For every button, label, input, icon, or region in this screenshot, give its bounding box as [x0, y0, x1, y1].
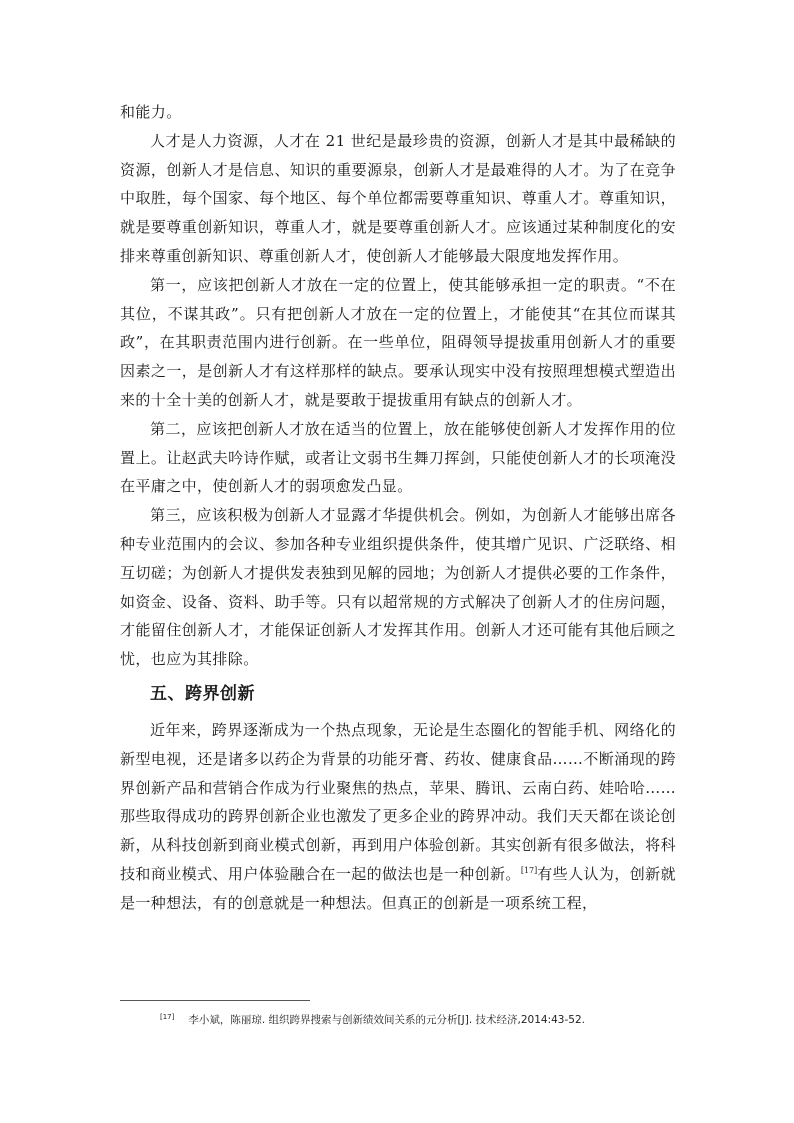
body-text	[120, 98, 676, 918]
citation-ref[interactable]: [17]	[520, 865, 538, 875]
footnote-mark: [17]	[160, 1012, 175, 1021]
footnote-text: 李小斌，陈丽琼. 组织跨界搜索与创新绩效间关系的元分析[J]. 技术经济,2014:43-52.	[188, 1014, 585, 1026]
section-heading: 五、跨界创新	[150, 683, 255, 704]
paragraph-third-point: 第三，应该积极为创新人才显露才华提供机会。例如，为创新人才能够出席各种专业范围内的会议、参加各种专业组织提供条件，使其增广见识、广泛联络、相互切磋；为创新人才提供发表独到见解的园地；为创新人才提供必要的工作条件，如资金、设备、资料、助手等。只有以超常规的方式解决了创新人才的住房问题，才能留住创新人才，才能保证创新人才发挥其作用。创新人才还可能有其他后顾之忧，也应为其排除。	[120, 506, 676, 669]
paragraph-cross-border	[120, 716, 676, 918]
paragraph-talent-resource: 人才是人力资源，人才在 21 世纪是最珍贵的资源，创新人才是其中最稀缺的资源，创新人才是信息、知识的重要源泉，创新人才是最难得的人才。为了在竞争中取胜，每个国家、每个地区、每个单位都需要尊重知识、尊重人才。尊重知识，就是要尊重创新知识，尊重人才，就是要尊重创新人才。应该通过某种制度化的安排来尊重创新知识、尊重创新人才，使创新人才能够最大限度地发挥作用。	[120, 131, 676, 265]
footnote	[160, 1011, 680, 1029]
paragraph-second-point: 第二，应该把创新人才放在适当的位置上，放在能够使创新人才发挥作用的位置上。让赵武夫吟诗作赋，或者让文弱书生舞刀挥剑，只能使创新人才的长项淹没在平庸之中，使创新人才的弱项愈发凸显。	[120, 419, 676, 496]
footnote-divider	[120, 1000, 310, 1001]
paragraph-cross-border-text: 近年来，跨界逐渐成为一个热点现象，无论是生态圈化的智能手机、网络化的新型电视，还是诸多以药企为背景的功能牙膏、药妆、健康食品……不断涌现的跨界创新产品和营销合作成为行业聚焦的热点，苹果、腾讯、云南白药、娃哈哈……那些取得成功的跨界创新企业也激发了更多企业的跨界冲动。我们天天都在谈论创新，从科技创新到商业模式创新，再到用户体验创新。其实创新有很多做法，将科技和商业模式、用户体验融合在一起的做法也是一种创新。	[120, 720, 676, 883]
paragraph-continuation: 和能力。	[120, 103, 182, 121]
paragraph-cross-border-text-cont: 有些人认为，创新就是一种想法，有的创意就是一种想法。但真正的创新是一项系统工程，	[120, 864, 676, 912]
paragraph-first-point: 第一，应该把创新人才放在一定的位置上，使其能够承担一定的职责。“不在其位，不谋其政”。只有把创新人才放在一定的位置上，才能使其“在其位而谋其政”，在其职责范围内进行创新。在一些单位，阻碍领导提拔重用创新人才的重要因素之一，是创新人才有这样那样的缺点。要承认现实中没有按照理想模式塑造出来的十全十美的创新人才，就是要敢于提拔重用有缺点的创新人才。	[120, 275, 676, 409]
